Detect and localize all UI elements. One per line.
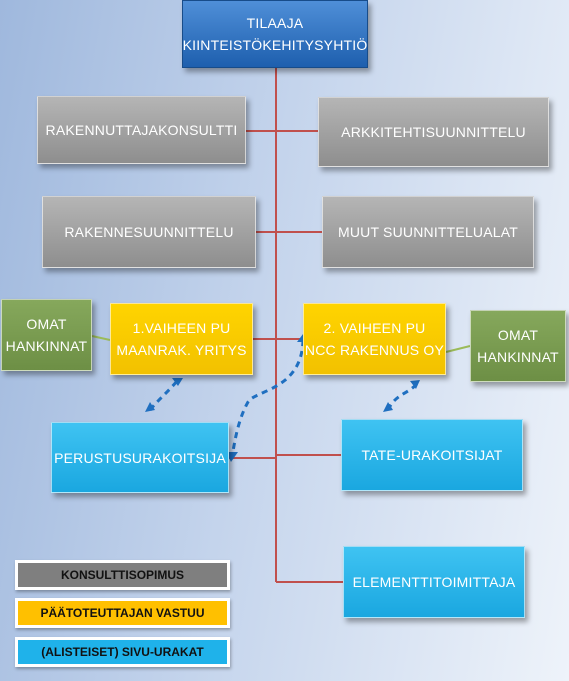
phase2-contractor-box — [303, 303, 446, 375]
phase2-line1: 2. VAIHEEN PU — [323, 320, 426, 336]
own-procurement-right-line1: OMAT — [497, 327, 539, 343]
consultant-label: RAKENNUTTAJAKONSULTTI — [45, 122, 238, 138]
element-supplier-label: ELEMENTTITOIMITTAJA — [352, 574, 516, 590]
dashed-phase2-tate — [388, 385, 416, 410]
legend-consulting — [15, 560, 230, 590]
structural-design-box — [42, 196, 256, 268]
phase1-contractor-box — [110, 303, 253, 375]
tate-contractors-box — [341, 419, 523, 491]
legend-consulting-label: KONSULTTISOPIMUS — [60, 568, 185, 582]
foundation-contractor-box — [51, 422, 229, 493]
link-own-right — [446, 346, 470, 352]
legend-subcontracts-label: (ALISTEISET) SIVU-URAKAT — [41, 645, 204, 659]
legend-main-contractor-label: PÄÄTOTEUTTAJAN VASTUU — [40, 606, 205, 620]
other-design-box — [322, 196, 534, 268]
own-procurement-left-box — [1, 299, 92, 371]
client-title: TILAAJA — [246, 15, 304, 31]
link-own-left — [92, 336, 110, 340]
own-procurement-left-line2: HANKINNAT — [5, 338, 88, 354]
foundation-contractor-label: PERUSTUSURAKOITSIJA — [54, 449, 226, 466]
architecture-label: ARKKITEHTISUUNNITTELU — [341, 124, 526, 140]
client-subtitle: KIINTEISTÖKEHITYSYHTIÖ — [182, 37, 368, 53]
dashed-phase1-foundation — [150, 380, 178, 410]
client-box — [182, 0, 368, 68]
own-procurement-left-line1: OMAT — [26, 316, 67, 332]
phase1-line1: 1.VAIHEEN PU — [132, 320, 231, 336]
phase2-line2: NCC RAKENNUS OY — [304, 342, 445, 358]
phase1-line2: MAANRAK. YRITYS — [116, 342, 247, 358]
architecture-box — [318, 97, 549, 167]
own-procurement-right-line2: HANKINNAT — [477, 349, 559, 365]
structural-design-label: RAKENNESUUNNITTELU — [64, 224, 234, 240]
legend-subcontracts — [15, 637, 230, 667]
tate-contractors-label: TATE-URAKOITSIJAT — [361, 447, 503, 463]
legend-main-contractor — [15, 598, 230, 628]
element-supplier-box — [343, 546, 525, 618]
own-procurement-right-box — [470, 310, 566, 382]
consultant-box — [37, 96, 246, 164]
other-design-label: MUUT SUUNNITTELUALAT — [337, 224, 519, 240]
arrowhead — [383, 402, 393, 412]
